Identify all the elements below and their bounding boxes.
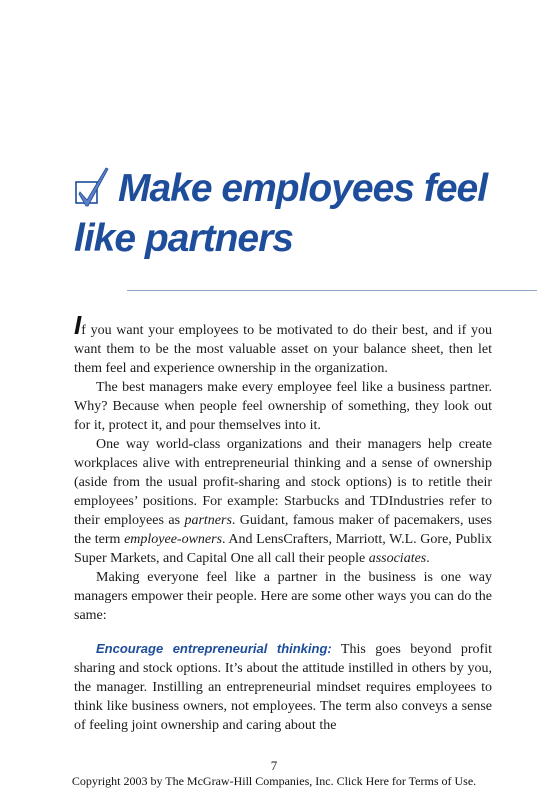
page-title xyxy=(74,164,534,264)
body-text xyxy=(74,310,493,735)
title-line-1: Make employees feel xyxy=(118,167,488,210)
drop-cap: I xyxy=(74,310,82,340)
copyright-footer xyxy=(0,774,548,789)
paragraph-5 xyxy=(74,639,492,735)
run-in-heading: Encourage entrepreneurial thinking: xyxy=(96,641,332,656)
title-line-2: like partners xyxy=(74,217,293,260)
chapter-heading xyxy=(74,164,534,264)
paragraph-3 xyxy=(74,435,492,568)
paragraph-1-text: f you want your employees to be motivated to do their best, and if you want them to be the most valuable asset on your balance sheet, then let them feel and experience ownership in the organization. xyxy=(74,323,492,376)
term-partners: partners xyxy=(184,513,232,528)
paragraph-3-text-a: One way world-class organizations and their managers help create workplaces alive with entrepreneurial thinking and a sense of ownership (aside from the usual profit-sharing and stock options) is to retitle their employees’ positions. For example: Starbucks and TDIndustries refer to their employees as xyxy=(74,437,492,528)
paragraph-5-text: This goes beyond profit sharing and stock options. It’s about the attitude instilled in others by you, the manager. Instilling an entrepreneurial mindset requires employees to think like business owners, not employees. The term also conveys a sense of feeling joint ownership and caring about the xyxy=(74,642,492,733)
copyright-text: Copyright 2003 by The McGraw-Hill Companies, Inc. xyxy=(71,774,337,788)
checkbox-check-icon xyxy=(74,164,114,214)
paragraph-3-text-b: . Guidant, famous maker of pacemakers, uses the term xyxy=(74,513,493,547)
paragraph-3-text-d: . xyxy=(426,551,430,566)
terms-of-use-link[interactable]: Click Here for Terms of Use. xyxy=(336,774,477,788)
heading-divider xyxy=(127,290,537,291)
paragraph-2: The best managers make every employee feel like a business partner. Why? Because when people feel ownership of something, they look out for it, protect it, and pour themselves into it. xyxy=(74,380,492,433)
term-employee-owners: employee-owners xyxy=(124,532,223,547)
paragraph-4: Making everyone feel like a partner in the business is one way managers empower their people. Here are some other ways you can do the same: xyxy=(74,570,492,623)
page-number: 7 xyxy=(270,758,278,773)
term-associates: associates xyxy=(368,551,427,566)
paragraph-1 xyxy=(74,310,492,378)
paragraph-3-text-c: . And LensCrafters, Marriott, W.L. Gore, Publix Super Markets, and Capital One all call their people xyxy=(74,532,492,566)
